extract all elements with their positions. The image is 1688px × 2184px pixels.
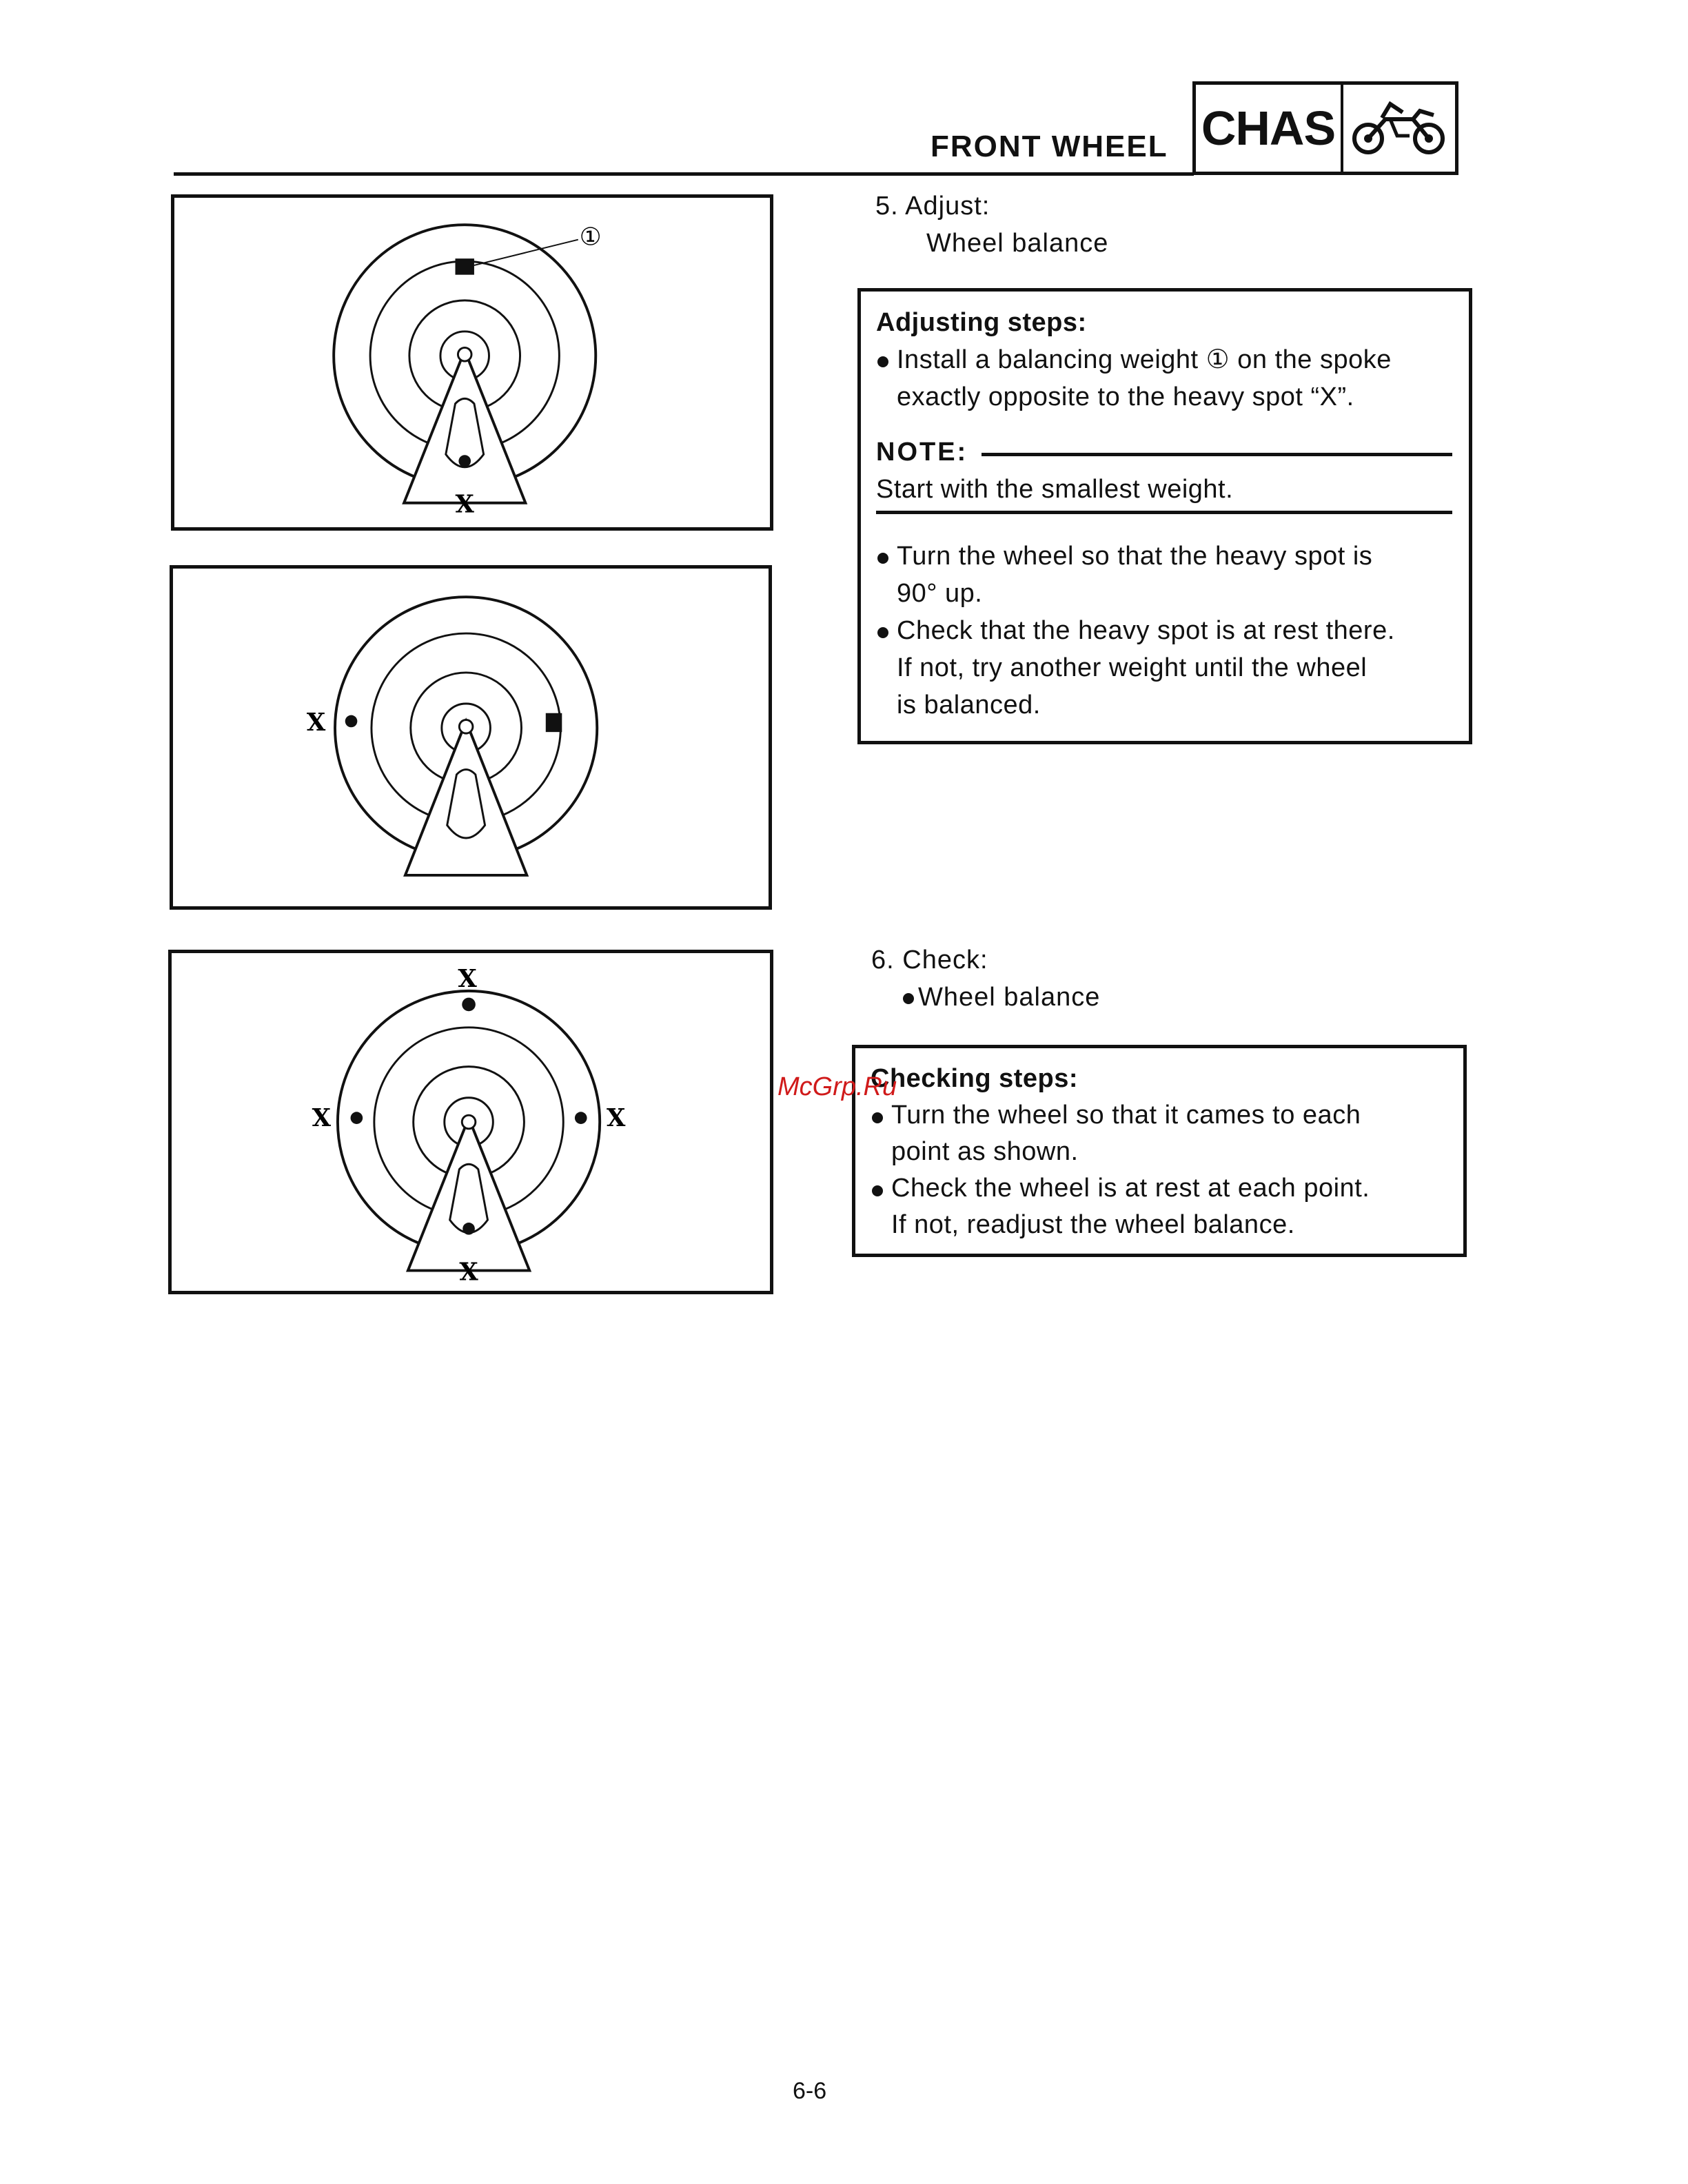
mark-right-label: X	[606, 1103, 626, 1132]
mark-bottom-label: X	[459, 1258, 478, 1287]
wheel-figure-1	[171, 194, 773, 531]
balance-weight-marker	[546, 713, 562, 732]
checking-steps-box: Checking steps: Turn the wheel so that it cames to each point as shown. Check the wheel is at rest at each point. If not, readjust the wheel balance.	[852, 1045, 1467, 1257]
balance-weight-marker	[456, 258, 474, 275]
page-number: 6-6	[793, 2078, 827, 2104]
callout-1: ①	[579, 223, 602, 252]
step-6-heading: 6. Check:	[871, 946, 988, 974]
mark-left-label: X	[312, 1103, 332, 1132]
note-rule	[982, 453, 1452, 456]
section-label: CHAS	[1196, 85, 1343, 172]
check-bullet-2: Check the wheel is at rest at each point.	[871, 1170, 1447, 1207]
page-title: FRONT WHEEL	[931, 130, 1168, 163]
header-rule	[174, 172, 1194, 176]
section-badge	[1192, 81, 1458, 175]
adjusting-steps-box: Adjusting steps: Install a balancing weight ① on the spoke exactly opposite to the heavy spot “X”. NOTE: Start with the smallest weight. Turn the wheel so that the heavy spot is 90° up. Check that the heavy spot is at rest there. If not, try another weight until the wheel is balanced.	[857, 288, 1472, 744]
step-5-subject: Wheel balance	[926, 229, 1109, 258]
wheel-figure-3	[168, 950, 773, 1294]
note-text: Start with the smallest weight.	[876, 471, 1452, 514]
adjusting-steps-title: Adjusting steps:	[876, 308, 1087, 337]
checking-steps-title: Checking steps:	[871, 1064, 1079, 1093]
bullet-dot	[903, 993, 914, 1004]
adjust-bullet-1: Install a balancing weight ① on the spoke	[876, 341, 1452, 378]
step-6-subject: Wheel balance	[903, 983, 1100, 1012]
watermark: McGrp.Ru	[777, 1072, 897, 1101]
mark-top-label: X	[458, 965, 477, 993]
adjust-bullet-2: Turn the wheel so that the heavy spot is	[876, 538, 1452, 575]
check-bullet-1: Turn the wheel so that it cames to each	[871, 1097, 1447, 1134]
step-5-heading: 5. Adjust:	[875, 192, 990, 221]
note-header	[876, 433, 1452, 471]
motorcycle-icon	[1343, 85, 1455, 172]
heavy-spot-label: X	[455, 490, 474, 519]
adjust-bullet-3: Check that the heavy spot is at rest there.	[876, 612, 1452, 649]
wheel-figure-2	[170, 565, 772, 910]
note-label: NOTE:	[876, 438, 968, 467]
heavy-spot-label: X	[306, 708, 326, 737]
